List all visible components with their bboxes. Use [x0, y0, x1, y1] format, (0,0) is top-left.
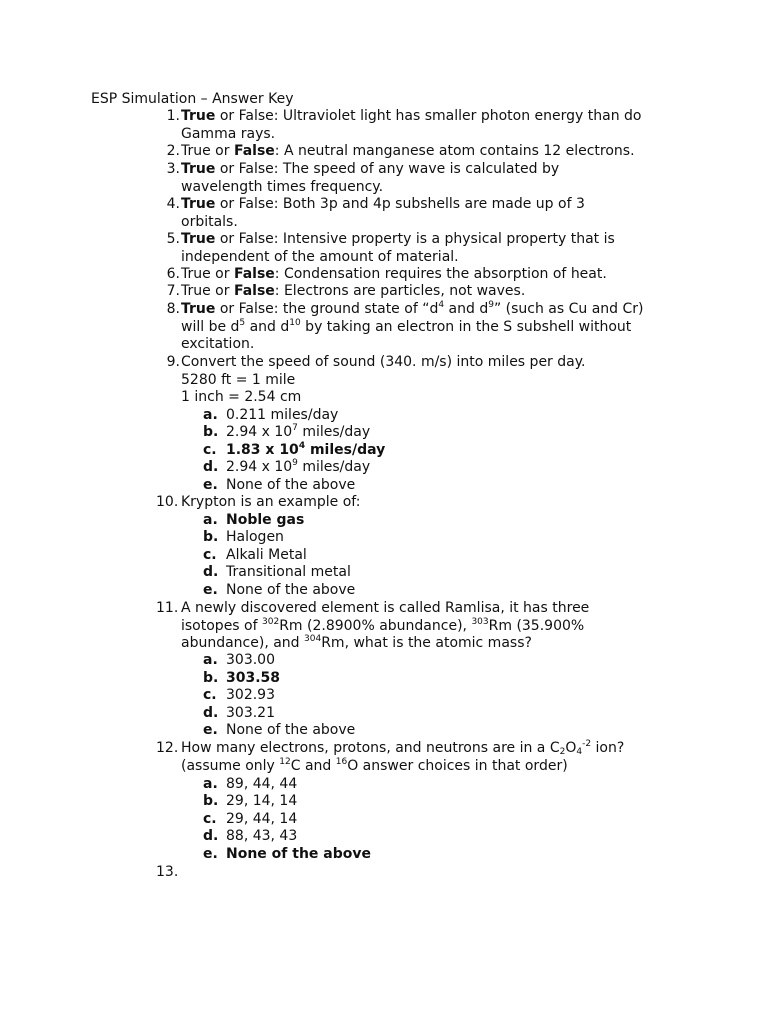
correct-answer: True [181, 301, 216, 317]
question-text: True or False: A neutral manganese atom contains 12 electrons. [181, 143, 635, 159]
correct-answer: False [233, 266, 275, 282]
question-text: True or False: Condensation requires the absorption of heat. [181, 266, 607, 282]
question-text: Convert the speed of sound (340. m/s) into miles per day. 5280 ft = 1 mile 1 inch = 2.54 cm [181, 354, 586, 405]
correct-answer: True [181, 161, 216, 177]
question-number: 1. [166, 108, 180, 124]
question-text: True or False: The speed of any wave is calculated by wavelength times frequency. [181, 161, 560, 195]
answer-option: b. 2.94 x $10^7$ miles/day [203, 423, 371, 440]
question-number: 6. [166, 266, 180, 282]
question-text: True or False: Both 3p and 4p subshells are made up of 3 orbitals. [181, 196, 585, 230]
question-number: 13. [156, 864, 179, 880]
document-title: ESP Simulation – Answer Key [91, 91, 294, 107]
question-text: True or False: the ground state of “$d^4$ and $d^9$” (such as Cu and Cr) will be $d^5$ and $d^{10}$ by taking an electron in the S subshell without excitation. [181, 300, 644, 352]
answer-option: d. 88, 43, 43 [203, 828, 298, 844]
answer-option-correct: a. Noble gas [203, 512, 305, 528]
answer-option: d. 303.21 [203, 705, 275, 721]
answer-option: c. Alkali Metal [203, 547, 307, 563]
correct-answer: False [233, 143, 275, 159]
question-text: How many electrons, protons, and neutrons are in a $C_2O_4^{-2}$ ion? (assume only $^{12}$C and $^{16}$O answer choices in that order) [181, 739, 625, 774]
answer-option: b. 29, 14, 14 [203, 793, 298, 809]
question-text: True or False: Electrons are particles, not waves. [181, 283, 526, 299]
question-text: True or False: Ultraviolet light has smaller photon energy than do Gamma rays. [181, 108, 642, 142]
answer-option: e. None of the above [203, 582, 356, 598]
correct-answer: True [181, 108, 216, 124]
correct-answer: True [181, 196, 216, 212]
answer-option: c. 302.93 [203, 687, 275, 703]
question-number: 3. [166, 161, 180, 177]
answer-option-correct: c. 1.83 x $10^4$ miles/day [203, 441, 386, 458]
question-number: 7. [166, 283, 180, 299]
answer-option: b. Halogen [203, 529, 284, 545]
question-number: 4. [166, 196, 180, 212]
question-number: 12. [156, 740, 179, 756]
question-text: Krypton is an example of: [181, 494, 361, 510]
question-text: A newly discovered element is called Ramlisa, it has three isotopes of $^{302}$Rm (2.8900% abundance), $^{303}$Rm (35.900% abundance), and $^{304}$Rm, what is the atomic mass? [181, 600, 590, 651]
answer-option: a. 89, 44, 44 [203, 776, 298, 792]
question-text: True or False: Intensive property is a physical property that is independent of the amount of material. [181, 231, 615, 265]
answer-option: c. 29, 44, 14 [203, 811, 298, 827]
answer-option: d. Transitional metal [203, 564, 351, 580]
question-number: 8. [166, 301, 180, 317]
answer-option: a. 0.211 miles/day [203, 407, 339, 423]
question-number: 9. [166, 354, 180, 370]
question-number: 10. [156, 494, 179, 510]
question-number: 5. [166, 231, 180, 247]
answer-option: d. 2.94 x $10^9$ miles/day [203, 458, 371, 475]
correct-answer: True [181, 231, 216, 247]
correct-answer: False [233, 283, 275, 299]
answer-option-correct: e. None of the above [203, 846, 371, 862]
answer-option: a. 303.00 [203, 652, 275, 668]
question-number: 2. [166, 143, 180, 159]
answer-option: e. None of the above [203, 722, 356, 738]
answer-option: e. None of the above [203, 477, 356, 493]
answer-option-correct: b. 303.58 [203, 670, 281, 686]
question-number: 11. [156, 600, 179, 616]
